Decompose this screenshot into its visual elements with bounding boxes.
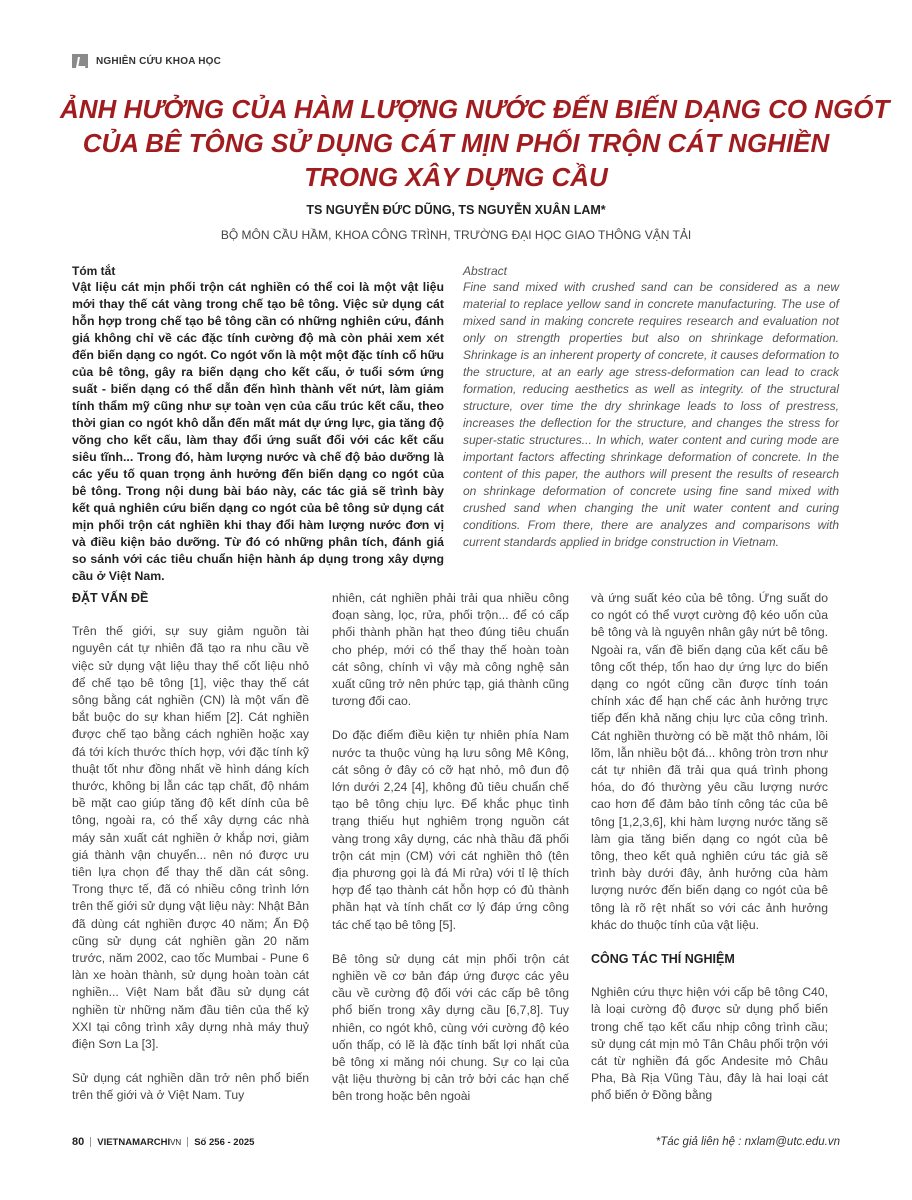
- affiliation: BỘ MÔN CẦU HẦM, KHOA CÔNG TRÌNH, TRƯỜNG ĐẠI HỌC GIAO THÔNG VẬN TẢI: [220, 228, 692, 242]
- magazine-brand-suffix: VN: [170, 1137, 182, 1147]
- abstract-en-heading: Abstract: [463, 264, 508, 278]
- section-label: NGHIÊN CỨU KHOA HỌC: [96, 55, 222, 67]
- abstract-en-text: Fine sand mixed with crushed sand can be considered as a new material to replace yellow sand in concrete manufacturing. The use of mixed sand in making concrete requires research and evaluation not only on strength properties but also on shrinkage deformation. Shrinkage is an inherent property of concrete, it causes deformation to the structure, at an early age stress-deformation can lead to crack formation, reducing aesthetics as well as integrity. of the structural structure, over time the dry shrinkage leads to loss of prestress, increases the deflection for the structure, and changes the stress for super-static structures... In which, water content and curing mode are important factors affecting shrinkage deformation of concrete. In the content of this paper, the authors will present the results of research on shrinkage deformation of concrete using fine sand mixed with crushed sand when changing the unit water content and curing conditions. From there, there are analyzes and comparisons with current standards applied in bridge construction in Vietnam.: [463, 280, 839, 549]
- section-tag: [72, 54, 221, 68]
- page-footer: [72, 1136, 254, 1148]
- footer-divider: [187, 1137, 188, 1147]
- paragraph: Bê tông sử dụng cát mịn phối trộn cát nghiền về cơ bản đáp ứng được các yêu cầu về cường độ đối với các cấp bê tông phổ biến trong xây dựng cầu [6,7,8]. Tuy nhiên, co ngót khô, cùng với cường độ kéo uốn thấp, có lẽ là đặc tính bất lợi nhất của bê tông xi măng nói chung. Sự co lại của vật liệu thường bị cản trở bởi các hạn chế bên trong hoặc bên ngoài: [332, 951, 569, 1104]
- abstract-vi-text: Vật liệu cát mịn phối trộn cát nghiền có thể coi là một vật liệu mới thay thế cát vàng trong chế tạo bê tông. Việc sử dụng cát hỗn hợp trong chế tạo bê tông cần có những nghiên cứu, đánh giá không chỉ về các đặc tính cường độ mà còn phải xem xét đến biến dạng co ngót. Co ngót vốn là một một đặc tính cố hữu của bê tông, gây ra biến dạng cho kết cấu, ở tuổi sớm ứng suất - biến dạng có thể dẫn đến hình thành vết nứt, làm giảm tính thẩm mỹ cũng như sự toàn vẹn của cấu trúc kết cấu, theo thời gian co ngót khô dẫn đến mất mát dự ứng lực, gia tăng độ võng cho kết cấu, làm thay đổi ứng suất đối với các kết cấu siêu tĩnh... Trong đó, hàm lượng nước và chế độ bảo dưỡng là các yếu tố quan trọng ảnh hưởng đến biến dạng co ngót của bê tông. Trong nội dung bài báo này, các tác giả sẽ trình bày kết quả nghiên cứu biến dạng co ngót của bê tông sử dụng cát mịn phối trộn cát nghiền khi thay đổi hàm lượng nước đơn vị và điều kiện bảo dưỡng. Từ đó có những phân tích, đánh giá so sánh với các tiêu chuẩn hiện hành áp dụng trong xây dựng cầu ở Việt Nam.: [72, 280, 444, 583]
- magazine-brand-name: VIETNAMARCHI: [97, 1136, 171, 1148]
- abstract-vi-heading: Tóm tắt: [72, 264, 116, 278]
- authors: TS NGUYỄN ĐỨC DŨNG, TS NGUYỄN XUÂN LAM*: [306, 203, 606, 217]
- paragraph: Trên thế giới, sự suy giảm nguồn tài nguyên cát tự nhiên đã tạo ra nhu cầu về việc sử dụng vật liệu thay thế cốt liệu nhỏ để chế tạo bê tông [1], việc thay thế cát sông bằng cát nghiền (CN) là một vấn đề bắt buộc do sự khan hiếm [2]. Cát nghiền được chế tạo bằng cách nghiền hoặc xay đá tới kích thước thích hợp, với đặc tính kỹ thuật tốt như đồng nhất về hình dáng kích thước, không bị lẫn các tạp chất, độ nhám bề mặt cao giúp tăng độ kết dính của bê tông, ngoài ra, có thể xây dựng các nhà máy sản xuất cát nghiền ở khắp nơi, giảm giá thành vận chuyển... nên nó được ưu tiên lựa chọn để thay thế dần cát sông. Trong thực tế, đã có nhiều công trình lớn trên thế giới sử dụng vật liệu này: Nhật Bản đã dùng cát nghiền được 40 năm; Ấn Độ cũng sử dụng cát nghiền gần 20 năm trước, năm 2002, cao tốc Mumbai - Pune 6 làn xe hoàn thành, sử dụng hoàn toàn cát nghiền... Việt Nam bắt đầu sử dụng cát nghiền từ những năm đầu tiên của thế kỷ XXI tại công trình xây dựng nhà máy thuỷ điện Sơn La [3].: [72, 624, 309, 1052]
- section-logo-icon: [72, 54, 88, 68]
- paragraph: Sử dụng cát nghiền dần trở nên phổ biến trên thế giới và ở Việt Nam. Tuy: [72, 1071, 309, 1103]
- paragraph: Do đặc điểm điều kiện tự nhiên phía Nam nước ta thuộc vùng hạ lưu sông Mê Kông, cát sông ở đây có cỡ hạt nhỏ, mô đun độ lớn dưới 2,24 [4], không đủ tiêu chuẩn chế tạo bê tông chịu lực. Để khắc phục tình trạng thiếu hụt nghiêm trọng nguồn cát vàng trong xây dựng, các nhà thầu đã phối trộn cát mịn (CM) với cát nghiền thô (tên địa phương gọi là đá Mi rửa) với tỉ lệ thích hợp để tạo thành cát hỗn hợp có đủ thành phần hạt và tính chất cơ lý đáp ứng công tác chế tạo bê tông [5].: [332, 728, 569, 932]
- section-heading-intro: ĐẶT VẤN ĐỀ: [72, 591, 149, 605]
- paragraph: Nghiên cứu thực hiện với cấp bê tông C40, là loại cường độ được sử dụng phổ biến trong chế tạo kết cấu nhịp công trình cầu; sử dụng cát mịn mỏ Tân Châu phối trộn với cát từ nghiền đá gốc Andesite mỏ Châu Pha, Bà Rịa Vũng Tàu, đây là hai loại cát phổ biến ở Đồng bằng: [591, 985, 828, 1103]
- paragraph: và ứng suất kéo của bê tông. Ứng suất do co ngót có thể vượt cường độ kéo uốn của bê tông và là nguyên nhân gây nứt bê tông. Ngoài ra, vấn đề biến dạng của kết cấu bê tông cốt thép, tổn hao dự ứng lực do biến dạng co ngót cũng cần được tính toán chính xác để hạn chế các ảnh hưởng trực tiếp đến khả năng chịu lực của công trình. Cát nghiền thường có bề mặt thô nhám, lồi lõm, lẫn nhiều bột đá... không tròn trơn như cát tự nhiên đã trải qua quá trình phong hóa, do đó thường yêu cầu lượng nước cao hơn để đảm bảo tính công tác của bê tông [1,2,3,6], khi hàm lượng nước tăng sẽ làm gia tăng biến dạng co ngót của bê tông, theo kết quả nghiên cứu tác giả sẽ trình bày dưới đây, ảnh hưởng của hàm lượng nước đến biến dạng co ngót của bê tông là rõ rệt nhất so với các ảnh hưởng khác do thuộc tính của vật liệu.: [591, 591, 828, 932]
- magazine-brand: [97, 1137, 181, 1148]
- section-heading-experiment: CÔNG TÁC THÍ NGHIỆM: [591, 952, 735, 967]
- title-line-2: CỦA BÊ TÔNG SỬ DỤNG CÁT MỊN PHỐI TRỘN CÁT NGHIỀN: [82, 128, 830, 158]
- body-column-3: [591, 590, 828, 1122]
- footer-divider: [90, 1137, 91, 1147]
- title-line-1: ẢNH HƯỞNG CỦA HÀM LƯỢNG NƯỚC ĐẾN BIẾN DẠNG CO NGÓT: [60, 94, 890, 124]
- body-column-2: [332, 590, 569, 1123]
- page-number: 80: [72, 1136, 85, 1148]
- article-title: [60, 92, 890, 194]
- paragraph: nhiên, cát nghiền phải trải qua nhiều công đoạn sàng, lọc, rửa, phối trộn... để có cấp phối thành phần hạt theo đúng tiêu chuẩn cho phép, mới có thể thay thế hoàn toàn cát sông, chính vì vậy mà công nghệ sản xuất cũng trở nên phức tạp, giá thành cũng tương đối cao.: [332, 591, 569, 709]
- issue-number: Số 256 - 2025: [194, 1136, 255, 1148]
- title-line-3: TRONG XÂY DỰNG CẦU: [304, 162, 608, 192]
- corresponding-author-note: *Tác giả liên hệ : nxlam@utc.edu.vn: [655, 1136, 840, 1148]
- body-column-1: [72, 590, 309, 1122]
